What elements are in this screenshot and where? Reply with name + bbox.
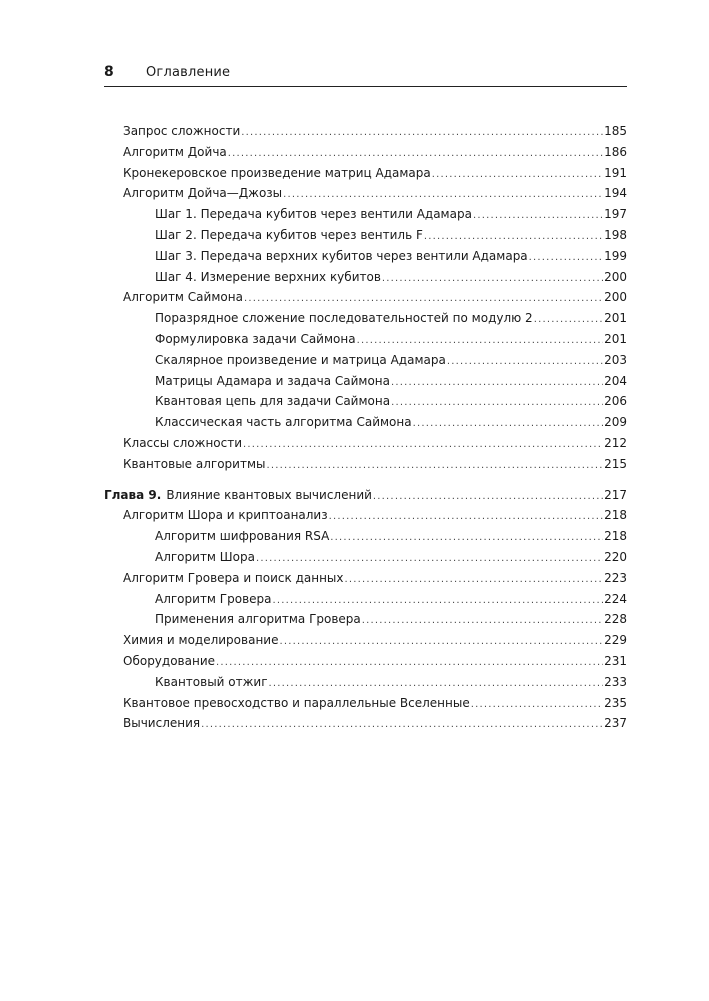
- toc-entry[interactable]: [104, 589, 627, 610]
- toc-entry-title: Шаг 2. Передача кубитов через вентиль F: [155, 227, 423, 242]
- dot-leader: [269, 674, 604, 695]
- toc-page-number: 201: [604, 311, 627, 326]
- toc-page-number: 217: [604, 487, 627, 502]
- toc-entry[interactable]: [104, 163, 627, 184]
- toc-entry[interactable]: [104, 225, 627, 246]
- toc-group-chapter9: [104, 505, 627, 734]
- toc-entry[interactable]: [104, 391, 627, 412]
- toc-entry-title: Алгоритм Шора и криптоанализ: [123, 508, 328, 523]
- toc-entry[interactable]: [104, 121, 627, 142]
- dot-leader: [279, 632, 603, 653]
- toc-page-number: 198: [604, 227, 627, 242]
- dot-leader: [216, 653, 603, 674]
- toc-page-number: 197: [604, 207, 627, 222]
- dot-leader: [283, 185, 603, 206]
- toc-page-number: 224: [604, 591, 627, 606]
- toc-page-number: 200: [604, 290, 627, 305]
- toc-entry[interactable]: [104, 454, 627, 475]
- toc-page-number: 220: [604, 549, 627, 564]
- toc-entry[interactable]: [104, 371, 627, 392]
- dot-leader: [329, 507, 603, 528]
- dot-leader: [345, 570, 604, 591]
- running-title: Оглавление: [146, 65, 231, 80]
- table-of-contents: [104, 121, 627, 734]
- dot-leader: [357, 331, 604, 352]
- dot-leader: [266, 456, 603, 477]
- toc-page-number: 206: [604, 394, 627, 409]
- dot-leader: [373, 487, 603, 508]
- toc-entry-title: Алгоритм Дойча—Джозы: [123, 186, 283, 201]
- dot-leader: [424, 227, 603, 248]
- dot-leader: [413, 414, 604, 435]
- dot-leader: [241, 123, 603, 144]
- toc-page-number: 209: [604, 415, 627, 430]
- toc-entry-title: Квантовые алгоритмы: [123, 456, 266, 471]
- toc-entry[interactable]: [104, 672, 627, 693]
- toc-page-number: 229: [604, 633, 627, 648]
- toc-page-number: 186: [604, 144, 627, 159]
- toc-entry[interactable]: [104, 308, 627, 329]
- toc-entry[interactable]: [104, 630, 627, 651]
- toc-entry[interactable]: [104, 204, 627, 225]
- toc-entry[interactable]: [104, 246, 627, 267]
- toc-entry-title: Шаг 4. Измерение верхних кубитов: [155, 269, 381, 284]
- toc-entry[interactable]: [104, 609, 627, 630]
- toc-entry-title: Алгоритм Дойча: [123, 144, 227, 159]
- toc-entry-title: Кронекеровское произведение матриц Адамара: [123, 165, 431, 180]
- dot-leader: [391, 373, 603, 394]
- dot-leader: [447, 352, 603, 373]
- toc-page-number: 203: [604, 352, 627, 367]
- dot-leader: [228, 144, 603, 165]
- toc-entry[interactable]: [104, 142, 627, 163]
- toc-page-number: 194: [604, 186, 627, 201]
- toc-entry-title: Алгоритм Саймона: [123, 290, 243, 305]
- dot-leader: [256, 549, 603, 570]
- toc-entry[interactable]: [104, 505, 627, 526]
- toc-page-number: 200: [604, 269, 627, 284]
- dot-leader: [201, 715, 603, 736]
- toc-entry-title: Поразрядное сложение последовательностей по модулю 2: [155, 311, 533, 326]
- toc-entry-title: Химия и моделирование: [123, 633, 279, 648]
- dot-leader: [391, 393, 603, 414]
- dot-leader: [471, 695, 603, 716]
- toc-entry-title: Алгоритм Шора: [155, 549, 255, 564]
- toc-entry[interactable]: [104, 433, 627, 454]
- toc-page-number: 201: [604, 331, 627, 346]
- toc-entry-title: Алгоритм шифрования RSA: [155, 529, 330, 544]
- toc-entry-title: Алгоритм Гровера и поиск данных: [123, 570, 344, 585]
- toc-entry-title: Матрицы Адамара и задача Саймона: [155, 373, 391, 388]
- toc-page-number: 223: [604, 570, 627, 585]
- toc-entry[interactable]: [104, 267, 627, 288]
- toc-entry-title: [104, 485, 372, 506]
- toc-entry-title: Скалярное произведение и матрица Адамара: [155, 352, 446, 367]
- toc-entry[interactable]: [104, 412, 627, 433]
- toc-page-number: 215: [604, 456, 627, 471]
- toc-entry[interactable]: [104, 287, 627, 308]
- dot-leader: [330, 528, 603, 549]
- toc-entry-title: Квантовый отжиг: [155, 674, 268, 689]
- toc-chapter-entry[interactable]: [104, 485, 627, 506]
- dot-leader: [432, 165, 603, 186]
- dot-leader: [529, 248, 603, 269]
- toc-entry-title: Вычисления: [123, 716, 201, 731]
- dot-leader: [473, 206, 603, 227]
- toc-entry-title: Квантовое превосходство и параллельные Вселенные: [123, 695, 470, 710]
- toc-page-number: 191: [604, 165, 627, 180]
- toc-entry[interactable]: [104, 693, 627, 714]
- toc-page-number: 228: [604, 612, 627, 627]
- toc-entry-title: Классы сложности: [123, 435, 243, 450]
- page-header: [104, 64, 627, 87]
- toc-entry-title: Классическая часть алгоритма Саймона: [155, 415, 412, 430]
- toc-entry-title: Квантовая цепь для задачи Саймона: [155, 394, 391, 409]
- toc-entry[interactable]: [104, 651, 627, 672]
- chapter-label: Глава 9.: [104, 487, 162, 502]
- toc-entry[interactable]: [104, 547, 627, 568]
- page-number: 8: [104, 64, 114, 80]
- toc-page-number: 218: [604, 529, 627, 544]
- dot-leader: [534, 310, 603, 331]
- dot-leader: [243, 435, 603, 456]
- toc-entry-title: Шаг 1. Передача кубитов через вентили Адамара: [155, 207, 472, 222]
- toc-entry-title: Запрос сложности: [123, 124, 241, 138]
- toc-page-number: 237: [604, 716, 627, 731]
- toc-page-number: 204: [604, 373, 627, 388]
- dot-leader: [273, 591, 604, 612]
- toc-page-number: 231: [604, 653, 627, 668]
- toc-page-number: 199: [604, 248, 627, 263]
- toc-page-number: 212: [604, 435, 627, 450]
- toc-entry-title: Оборудование: [123, 653, 215, 668]
- toc-entry[interactable]: [104, 526, 627, 547]
- toc-entry-title: Шаг 3. Передача верхних кубитов через вентили Адамара: [155, 248, 528, 263]
- toc-entry[interactable]: [104, 350, 627, 371]
- dot-leader: [362, 611, 603, 632]
- toc-entry[interactable]: [104, 329, 627, 350]
- toc-page-number: 235: [604, 695, 627, 710]
- toc-entry[interactable]: [104, 713, 627, 734]
- toc-page-number: 233: [604, 674, 627, 689]
- toc-entry[interactable]: [104, 568, 627, 589]
- dot-leader: [244, 289, 603, 310]
- toc-page-number: 218: [604, 508, 627, 523]
- dot-leader: [382, 269, 603, 290]
- toc-group-chapter8-tail: [104, 121, 627, 475]
- toc-entry[interactable]: [104, 183, 627, 204]
- toc-entry-title: Алгоритм Гровера: [155, 591, 272, 606]
- toc-page-number: 185: [604, 124, 627, 138]
- toc-entry-title: Формулировка задачи Саймона: [155, 331, 356, 346]
- toc-entry-title: Применения алгоритма Гровера: [155, 612, 361, 627]
- chapter-title: Влияние квантовых вычислений: [166, 487, 372, 502]
